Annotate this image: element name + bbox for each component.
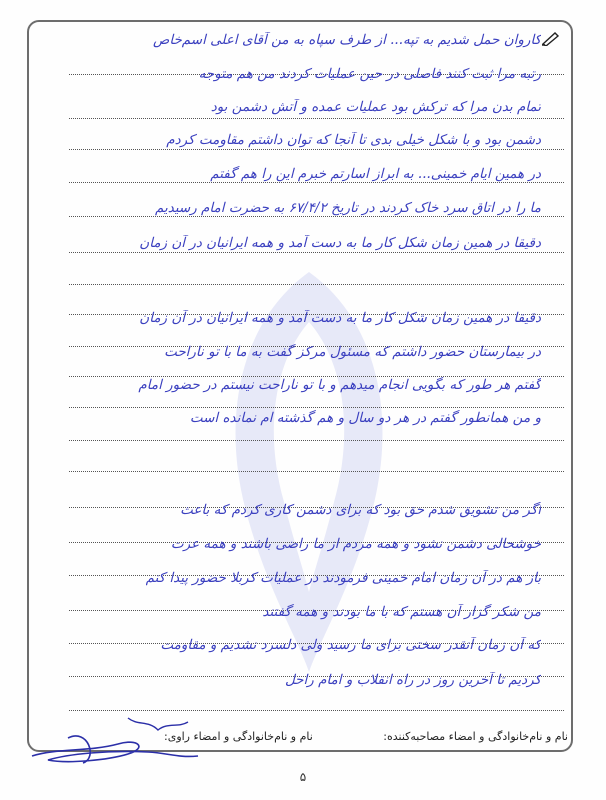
narrator-label: نام و نام‌خانوادگی و امضاء راوی:: [164, 730, 313, 743]
handwritten-line: که آن زمان آنقدر سختی برای ما رسید ولی دلسرد نشدیم و مقاومت: [160, 637, 541, 653]
handwritten-line: دقیقا در همین زمان شکل کار ما به دست آمد و همه ایرانیان در آن زمان: [139, 235, 541, 251]
page-number: ۵: [299, 770, 307, 784]
handwritten-line: در بیمارستان حضور داشتم که مسئول مرکز گفت به ما با تو ناراحت: [164, 344, 541, 360]
handwritten-line: کاروان حمل شدیم به تپه... از طرف سپاه به من آقای اعلی اسم‌خاص: [153, 32, 541, 48]
page-frame: [27, 20, 573, 752]
handwritten-line: دقیقا در همین زمان شکل کار ما به دست آمد و همه ایرانیان در آن زمان: [139, 310, 541, 326]
handwritten-line: ما را در اتاق سرد خاک کردند در تاریخ ۶۷/۴/۲ به حضرت امام رسیدیم: [155, 200, 541, 216]
handwritten-line: دشمن بود و با شکل خیلی بدی تا آنجا که توان داشتم مقاومت کردم: [166, 132, 541, 148]
handwritten-line: گفتم هر طور که بگویی انجام میدهم و با تو ناراحت نیستم در حضور امام: [138, 377, 541, 393]
handwritten-line: خوشحالی دشمن نشود و همه مردم از ما راضی باشند و همه عزت: [170, 536, 541, 552]
handwritten-line: آگر من تشویق شدم حق بود که برای دشمن کاری کردم که باعث: [180, 502, 541, 518]
handwritten-line: و من همانطور گفتم در هر دو سال و هم گذشته ام نمانده است: [189, 410, 541, 426]
narrator-signature: [28, 708, 208, 770]
handwritten-line: باز هم در آن زمان امام خمینی فرمودند در عملیات کربلا حضور پیدا کنم: [145, 570, 541, 586]
handwritten-line: من شکر گزار آن هستم که با ما بودند و همه گفتند: [262, 604, 541, 620]
interviewer-label: نام و نام‌خانوادگی و امضاء مصاحبه‌کننده:: [383, 730, 568, 743]
handwritten-line: در همین ایام خمینی... به ابراز اسارتم خبرم این را هم گفتم: [210, 166, 541, 182]
handwritten-line: تمام بدن مرا که ترکش بود عملیات عمده و آتش دشمن بود: [210, 99, 541, 115]
handwritten-line: کردیم تا آخرین روز در راه انقلاب و امام راحل: [284, 672, 541, 688]
handwritten-line: رتبه مرا ثبت کنند فاصلی در حین عملیات کردند من هم متوجه: [198, 66, 541, 82]
handwritten-text: [29, 22, 571, 750]
